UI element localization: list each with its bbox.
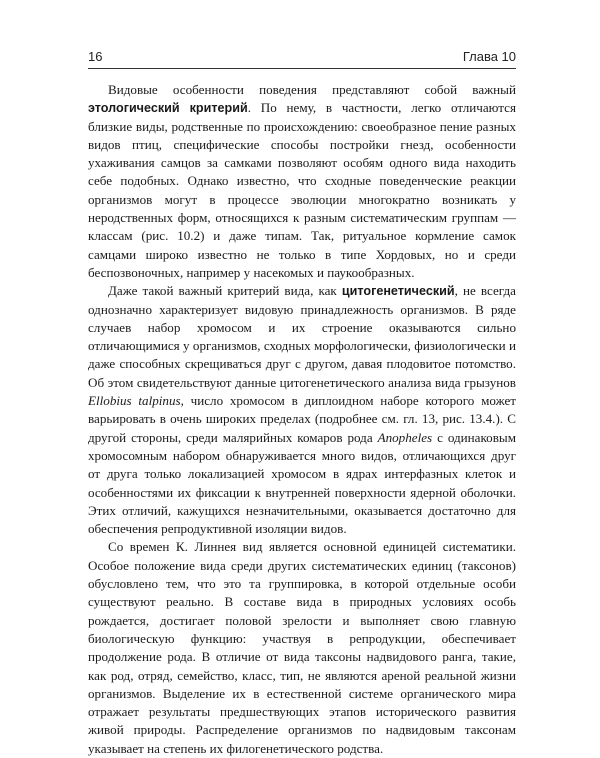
term-cytogenetic: цитогенетический <box>341 284 455 299</box>
text-run: , число хромосом в диплоидном наборе которого может варьировать в очень широких пределах (подробнее см. гл. 13, рис. 13.4.). С другой стороны, среди малярийных комаров рода <box>88 393 516 445</box>
text-run: Даже такой важный критерий вида, как <box>108 283 342 299</box>
latin-name-anopheles: Anopheles <box>377 429 433 445</box>
header-rule <box>88 68 516 69</box>
paragraph-ethological <box>88 81 516 282</box>
text-run: Видовые особенности поведения представляют собой важный <box>108 82 516 97</box>
term-ethological-criterion: этологический критерий <box>88 101 248 116</box>
text-run: с одинаковым хромосомным набором обнаруживается много видов, отличающихся друг от друга только локализацией хромосом в ядрах интерфазных клеток и особенностями их фиксации к внутренней поверхности ядерной оболочки. Этих отличий, кажущихся незначительными, оказывается достаточно для обеспечения репродуктивной изоляции видов. <box>88 429 516 537</box>
latin-name-ellobius: Ellobius talpinus <box>88 393 181 409</box>
paragraph-taxonomy <box>88 538 516 758</box>
book-page <box>88 44 516 758</box>
body-text <box>88 81 516 758</box>
text-run: , не всегда однозначно характеризует видовую принадлежность организмов. В ряде случаев набор хромосом и их строение оказываются сильно отличающимися у организмов, сходных морфологически, физиологически и даже способных скрещиваться друг с другом, давая плодовитое потомство. Об этом свидетельствуют данные цитогенетического анализа вида грызунов <box>88 283 516 390</box>
page-number: 16 <box>88 49 103 64</box>
chapter-label: Глава 10 <box>462 49 516 64</box>
running-head <box>88 44 516 64</box>
text-run: Со времен К. Линнея вид является основной единицей систематики. Особое положение вида среди других систематических единиц (таксонов) обусловлено тем, что это та группировка, в которой отдельные особи существуют реально. В составе вида в природных условиях особь рождается, достигает половой зрелости и выполняет свою главную биологическую функцию: участвуя в репродукции, обеспечивает продолжение рода. В отличие от вида таксоны надвидового ранга, такие, как род, отряд, семейство, класс, тип, не являются ареной реальной жизни организмов. Выделение их в естественной системе органического мира отражает результаты предшествующих этапов исторического развития живой природы. Распределение организмов по надвидовым таксонам указывает на степень их филогенетического родства. <box>88 539 516 756</box>
text-run: . По нему, в частности, легко отличаются близкие виды, родственные по происхождению: своеобразное пение разных видов птиц, специфические способы постройки гнезд, особенности ухаживания самцов за самками позволяют особям одного вида находить себе подобных. Однако известно, что сходные поведенческие реакции организмов могут в процессе эволюции многократно возникать у неродственных форм, относящихся к разным систематическим группам — классам (рис. 10.2) и даже типам. Так, ритуальное кормление самок самцами широко известно не только в типе Хордовых, но и среди беспозвоночных, например у насекомых и паукообразных. <box>88 100 516 280</box>
paragraph-cytogenetic <box>88 282 516 538</box>
